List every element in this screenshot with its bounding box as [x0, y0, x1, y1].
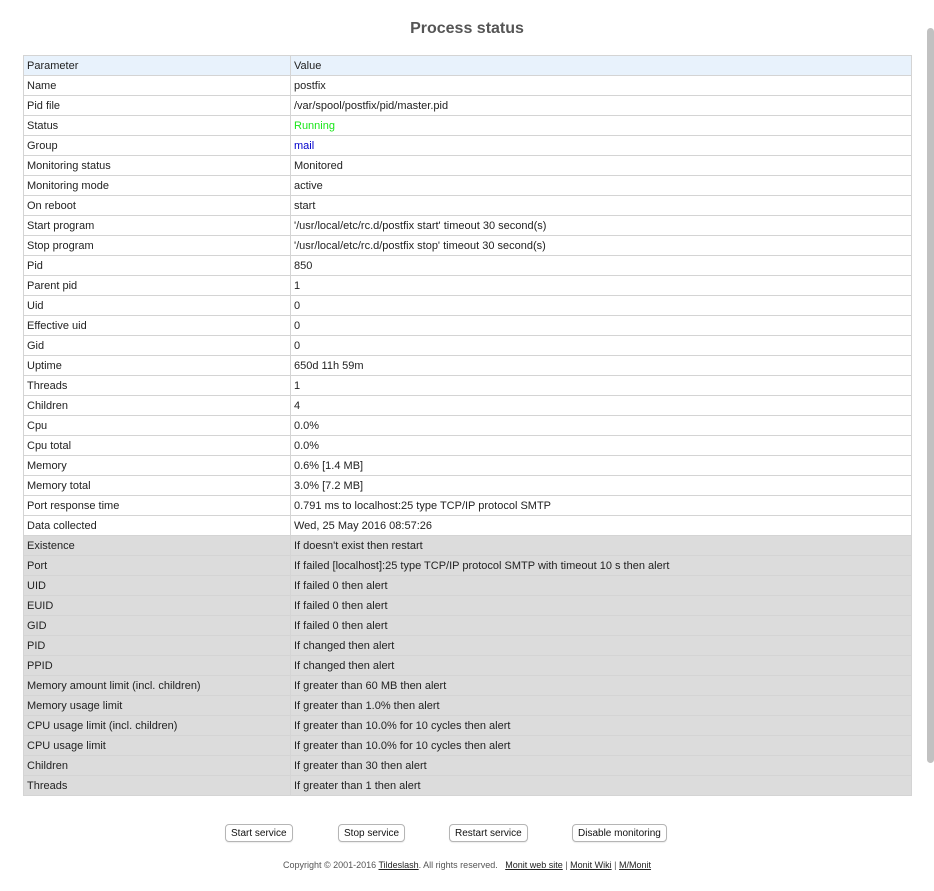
stop-service-button[interactable]: Stop service	[338, 824, 405, 842]
row-label: Pid	[24, 256, 291, 276]
row-label: Name	[24, 76, 291, 96]
row-label: Pid file	[24, 96, 291, 116]
table-row	[24, 216, 912, 236]
row-label: Cpu	[24, 416, 291, 436]
table-row	[24, 76, 912, 96]
rule-row	[24, 716, 912, 736]
vertical-scrollbar[interactable]	[927, 28, 934, 763]
monit-wiki-link[interactable]: Monit Wiki	[570, 860, 612, 870]
rule-label: PPID	[24, 656, 291, 676]
row-value: '/usr/local/etc/rc.d/postfix start' timeout 30 second(s)	[291, 216, 912, 236]
row-label: Data collected	[24, 516, 291, 536]
row-label: Monitoring status	[24, 156, 291, 176]
rule-value: If greater than 1.0% then alert	[291, 696, 912, 716]
row-value: '/usr/local/etc/rc.d/postfix stop' timeout 30 second(s)	[291, 236, 912, 256]
table-row	[24, 296, 912, 316]
rule-value: If failed 0 then alert	[291, 596, 912, 616]
rule-row	[24, 616, 912, 636]
table-row	[24, 476, 912, 496]
rule-value: If doesn't exist then restart	[291, 536, 912, 556]
row-label: Start program	[24, 216, 291, 236]
table-row	[24, 136, 912, 156]
rule-label: CPU usage limit (incl. children)	[24, 716, 291, 736]
rule-row	[24, 536, 912, 556]
monit-website-link[interactable]: Monit web site	[505, 860, 563, 870]
rule-label: Children	[24, 756, 291, 776]
rule-value: If failed 0 then alert	[291, 576, 912, 596]
rule-row	[24, 676, 912, 696]
copyright-rights: . All rights reserved.	[418, 860, 498, 870]
row-label: Port response time	[24, 496, 291, 516]
footer	[0, 860, 934, 870]
row-value: Monitored	[291, 156, 912, 176]
rule-label: Memory usage limit	[24, 696, 291, 716]
rule-value: If greater than 10.0% for 10 cycles then alert	[291, 736, 912, 756]
rule-label: PID	[24, 636, 291, 656]
rule-row	[24, 656, 912, 676]
row-label: Status	[24, 116, 291, 136]
table-row	[24, 516, 912, 536]
rule-value: If changed then alert	[291, 656, 912, 676]
row-value: 0	[291, 336, 912, 356]
row-label: Parent pid	[24, 276, 291, 296]
table-row	[24, 256, 912, 276]
rule-value: If greater than 10.0% for 10 cycles then alert	[291, 716, 912, 736]
rule-value: If greater than 1 then alert	[291, 776, 912, 796]
row-label: On reboot	[24, 196, 291, 216]
footer-separator: |	[565, 860, 568, 870]
table-row	[24, 376, 912, 396]
row-label: Memory	[24, 456, 291, 476]
row-value: 0.791 ms to localhost:25 type TCP/IP protocol SMTP	[291, 496, 912, 516]
rule-label: GID	[24, 616, 291, 636]
group-link[interactable]: mail	[291, 136, 912, 156]
rule-label: Existence	[24, 536, 291, 556]
table-row	[24, 96, 912, 116]
row-label: Children	[24, 396, 291, 416]
rule-value: If greater than 60 MB then alert	[291, 676, 912, 696]
row-label: Monitoring mode	[24, 176, 291, 196]
rule-label: CPU usage limit	[24, 736, 291, 756]
table-row	[24, 416, 912, 436]
column-header-value: Value	[291, 56, 912, 76]
rule-row	[24, 596, 912, 616]
row-value: postfix	[291, 76, 912, 96]
table-row	[24, 176, 912, 196]
rule-label: Port	[24, 556, 291, 576]
row-label: Group	[24, 136, 291, 156]
table-row	[24, 396, 912, 416]
rule-row	[24, 576, 912, 596]
row-label: Gid	[24, 336, 291, 356]
copyright-prefix: Copyright © 2001-2016	[282, 860, 379, 870]
row-value: active	[291, 176, 912, 196]
row-value: 0.6% [1.4 MB]	[291, 456, 912, 476]
table-row	[24, 156, 912, 176]
row-value: Wed, 25 May 2016 08:57:26	[291, 516, 912, 536]
rule-label: Threads	[24, 776, 291, 796]
rule-row	[24, 756, 912, 776]
rule-row	[24, 696, 912, 716]
table-row	[24, 336, 912, 356]
rule-row	[24, 556, 912, 576]
row-label: Cpu total	[24, 436, 291, 456]
rule-value: If failed 0 then alert	[291, 616, 912, 636]
rule-label: EUID	[24, 596, 291, 616]
tildeslash-link[interactable]: Tildeslash	[378, 860, 419, 870]
row-value: start	[291, 196, 912, 216]
table-header-row	[24, 56, 912, 76]
page-title: Process status	[410, 20, 524, 37]
rule-value: If greater than 30 then alert	[291, 756, 912, 776]
rule-value: If failed [localhost]:25 type TCP/IP protocol SMTP with timeout 10 s then alert	[291, 556, 912, 576]
row-label: Threads	[24, 376, 291, 396]
row-label: Uptime	[24, 356, 291, 376]
rule-row	[24, 736, 912, 756]
disable-monitoring-button[interactable]: Disable monitoring	[572, 824, 667, 842]
row-value: 1	[291, 376, 912, 396]
table-row	[24, 316, 912, 336]
row-label: Memory total	[24, 476, 291, 496]
table-row	[24, 116, 912, 136]
restart-service-button[interactable]: Restart service	[449, 824, 528, 842]
row-label: Uid	[24, 296, 291, 316]
row-label: Effective uid	[24, 316, 291, 336]
row-value: 0.0%	[291, 416, 912, 436]
row-value: 0	[291, 296, 912, 316]
row-value: 850	[291, 256, 912, 276]
table-row	[24, 276, 912, 296]
table-row	[24, 196, 912, 216]
row-value: 3.0% [7.2 MB]	[291, 476, 912, 496]
process-status-table	[23, 55, 912, 796]
mmonit-link[interactable]: M/Monit	[619, 860, 652, 870]
row-value: 0	[291, 316, 912, 336]
table-row	[24, 356, 912, 376]
row-value: 650d 11h 59m	[291, 356, 912, 376]
table-row	[24, 436, 912, 456]
table-row	[24, 456, 912, 476]
status-running-value: Running	[291, 116, 912, 136]
rule-row	[24, 636, 912, 656]
footer-separator: |	[614, 860, 617, 870]
rule-label: UID	[24, 576, 291, 596]
column-header-parameter: Parameter	[24, 56, 291, 76]
start-service-button[interactable]: Start service	[225, 824, 293, 842]
row-value: 0.0%	[291, 436, 912, 456]
table-row	[24, 236, 912, 256]
rule-value: If changed then alert	[291, 636, 912, 656]
row-label: Stop program	[24, 236, 291, 256]
row-value: 1	[291, 276, 912, 296]
row-value: /var/spool/postfix/pid/master.pid	[291, 96, 912, 116]
action-buttons	[0, 824, 934, 844]
rule-row	[24, 776, 912, 796]
table-row	[24, 496, 912, 516]
row-value: 4	[291, 396, 912, 416]
rule-label: Memory amount limit (incl. children)	[24, 676, 291, 696]
